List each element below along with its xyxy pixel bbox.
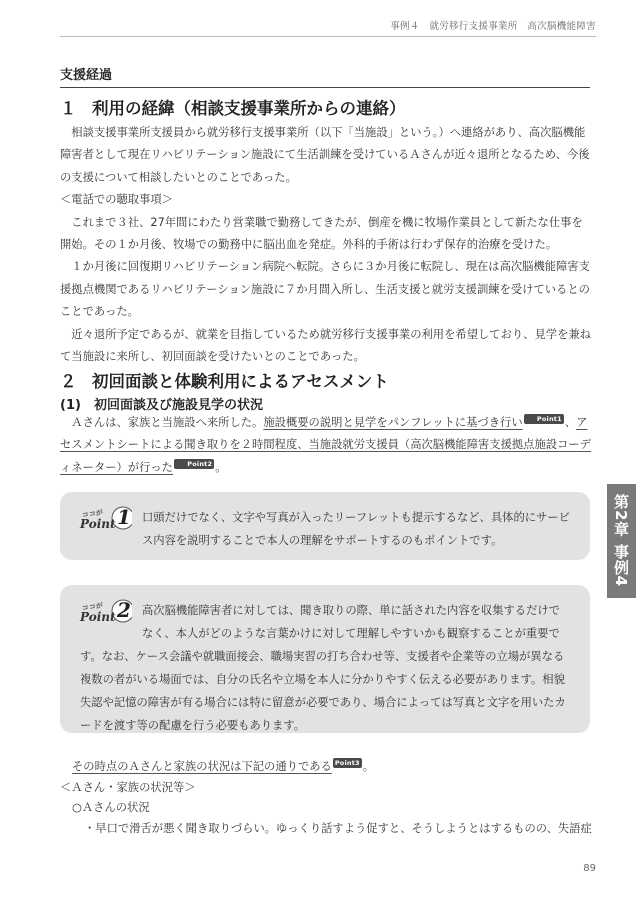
status-item-heading: ○Ａさんの状況 [72, 801, 150, 814]
point2-badge: Point2 [174, 459, 214, 469]
para-text: Ａさんは、家族と当施設へ来所した。 [71, 416, 264, 429]
section2-number: ２ [60, 372, 77, 391]
point1-box [60, 492, 590, 560]
section1-paragraph: これまで３社、27年間にわたり営業職で勤務してきたが、倒産を機に牧場作業員として新たな仕事を開始。その１か月後、牧場での勤務中に脳出血を発症。外科的手術は行わず保存的治療を受けた。 [60, 215, 583, 252]
section1-number: １ [60, 99, 77, 118]
para-text: 、 [564, 416, 577, 429]
subsection1-number: (1) [60, 398, 81, 413]
running-title: 事例４ 就労移行支援事業所 高次脳機能障害 [390, 21, 596, 32]
point-logo-caption: ココが [81, 601, 104, 613]
subsection1-heading [60, 394, 263, 413]
status-bullet: ・早口で滑舌が悪く聞き取りづらい。ゆっくり話すよう促すと、そうしようとはするものの、失語症 [84, 822, 592, 835]
point-logo-word: Point [80, 610, 116, 624]
point2-logo [76, 595, 132, 629]
section1-heading [60, 95, 406, 119]
point-logo-number: 2 [117, 598, 131, 622]
section1-paragraph: 近々退所予定であるが、就業を目指しているため就労移行支援事業の利用を希望しており、見学を兼ねて当施設に来所し、初回面談を受けたいとのことであった。 [60, 327, 591, 364]
subsection1-title: 初回面談及び施設見学の状況 [94, 398, 264, 413]
section1-paragraph: １か月後に回復期リハビリテーション病院へ転院。さらに３か月後に転院し、現在は高次脳機能障害支援拠点機関であるリハビリテーション施設に７か月間入所し、生活支援と就労支援訓練を受けているとのことであった。 [60, 260, 590, 319]
point1-text: 口頭だけでなく、文字や写真が入ったリーフレットも提示するなど、具体的にサービス内容を説明することで本人の理解をサポートするのもポイントです。 [142, 511, 570, 547]
chapter-side-tab [607, 484, 636, 598]
running-header [60, 16, 596, 37]
chapter-side-tab-label: 第2章 事例4 [612, 494, 630, 588]
point3-badge: Point3 [334, 759, 360, 767]
page-number: 89 [583, 863, 596, 874]
section-label: 支援経過 [60, 64, 590, 88]
status-subheading: ＜Ａさん・家族の状況等＞ [60, 781, 196, 794]
status-intro [72, 756, 612, 778]
point2-text: 高次脳機能障害者に対しては、聞き取りの際、単に話された内容を収集するだけでなく、本人がどのような言葉かけに対して理解しやすいかも観察することが重要です。なお、ケース会議や就職面接会、職場実習の打ち合わせ等、支援者や企業等の立場が異なる複数の者がいる場面では、自分の氏名や立場を本人に分かりやすく伝える必要があります。相貌失認や記憶の障害が有る場合には特に留意が必要であり、場合によっては写真と文字を用いたカードを渡す等の配慮を行う必要もあります。 [80, 604, 566, 732]
subsection1-paragraph [60, 412, 592, 479]
point-logo-caption: ココが [81, 508, 104, 520]
section2-heading [60, 368, 389, 392]
section1-subheading: ＜電話での聴取事項＞ [60, 193, 173, 207]
point-logo-number: 1 [117, 505, 131, 529]
underlined-text: その時点のＡさんと家族の状況は下記の通りである [72, 760, 332, 773]
underlined-text: 施設概要の説明と見学をパンフレットに基づき行い [263, 416, 523, 429]
subsection1-body [60, 412, 592, 479]
section1-paragraph: 相談支援事業所支援員から就労移行支援事業所（以下「当施設」という。）へ連絡があり、高次脳機能障害者として現在リハビリテーション施設にて生活訓練を受けているＡさんが近々退所となるため、今後の支援について相談したいとのことであった。 [60, 126, 590, 184]
para-text: 。 [362, 760, 375, 773]
section1-body [60, 122, 592, 368]
point1-badge: Point1 [524, 414, 564, 424]
section2-title: 初回面談と体験利用によるアセスメント [92, 372, 389, 391]
underlined-text: アセスメントシートによる聞き取りを２時間程度、当施設就労支援員（高次脳機能障害支援拠点施設コーディネーター）が行った [60, 416, 591, 474]
section1-title: 利用の経緯（相談支援事業所からの連絡） [92, 99, 406, 118]
point2-box [60, 585, 590, 733]
para-text: 。 [215, 460, 227, 474]
point1-logo [76, 502, 132, 536]
point-logo-word: Point [80, 517, 116, 531]
